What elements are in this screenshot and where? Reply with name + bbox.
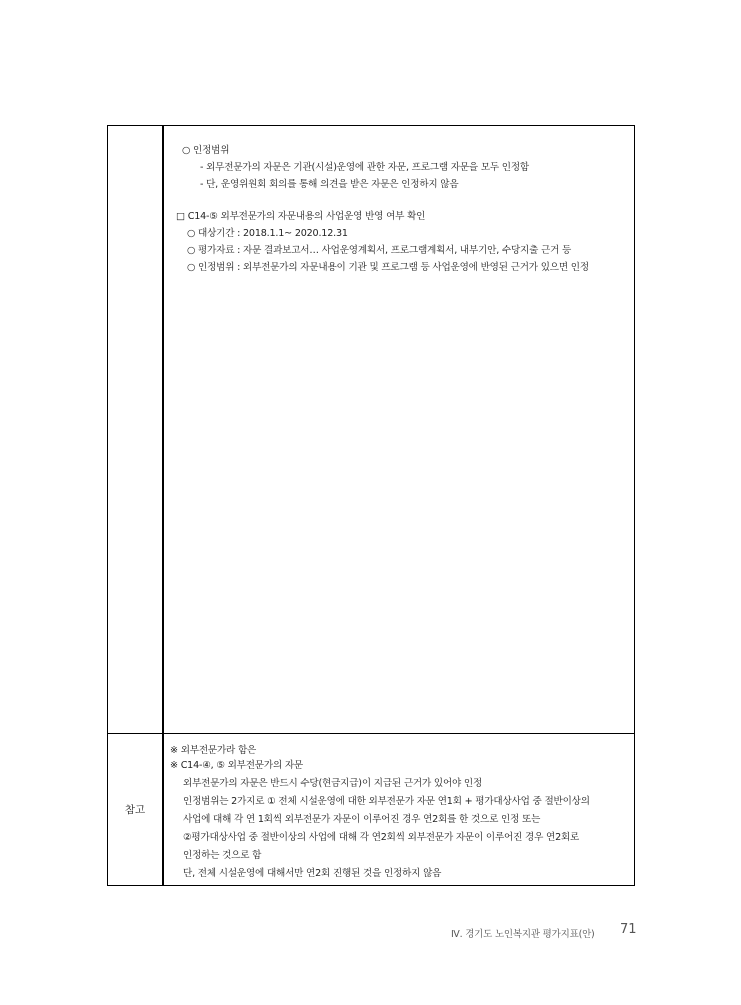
page-number: 71 — [620, 922, 637, 937]
scope-heading: ○ 인정범위 — [182, 145, 230, 156]
reference-note-2: ※ C14-④, ⑤ 외부전문가의 자문 — [170, 760, 303, 771]
reference-line-5: 인정하는 것으로 함 — [183, 850, 262, 861]
criteria-table — [107, 125, 635, 886]
reference-line-4: ②평가대상사업 중 절반이상의 사업에 대해 각 연2회씩 외부전문가 자문이 이루어진 경우 연2회로 — [183, 832, 580, 843]
recognition-scope: ○ 인정범위 : 외부전문가의 자문내용이 기관 및 프로그램 등 사업운영에 반영된 근거가 있으면 인정 — [187, 262, 589, 273]
column-divider — [162, 126, 164, 885]
reference-note-1: ※ 외부전문가라 함은 — [170, 745, 257, 756]
row-divider — [108, 733, 634, 734]
page-footer — [451, 922, 637, 940]
footer-title: Ⅳ. 경기도 노인복지관 평가지표(안) — [451, 929, 595, 940]
reference-line-2: 인정범위는 2가지로 ① 전체 시설운영에 대한 외부전문가 자문 연1회 + 평가대상사업 중 절반이상의 — [183, 796, 590, 807]
evaluation-materials: ○ 평가자료 : 자문 결과보고서… 사업운영계획서, 프로그램계획서, 내부기안, 수당지출 근거 등 — [187, 245, 572, 256]
indicator-heading-c14-5: □ C14-⑤ 외부전문가의 자문내용의 사업운영 반영 여부 확인 — [176, 211, 426, 222]
reference-line-6: 단, 전체 시설운영에 대해서만 연2회 진행된 것을 인정하지 않음 — [183, 868, 442, 879]
reference-label: 참고 — [124, 803, 146, 816]
reference-line-1: 외부전문가의 자문은 반드시 수당(현금지급)이 지급된 근거가 있어야 인정 — [183, 778, 483, 789]
reference-line-3: 사업에 대해 각 연 1회씩 외부전문가 자문이 이루어진 경우 연2회를 한 것으로 인정 또는 — [183, 814, 541, 825]
target-period: ○ 대상기간 : 2018.1.1~ 2020.12.31 — [187, 228, 348, 239]
scope-item-2: - 단, 운영위원회 회의를 통해 의견을 받은 자문은 인정하지 않음 — [200, 179, 459, 190]
scope-item-1: - 외무전문가의 자문은 기관(시설)운영에 관한 자문, 프로그램 자문을 모두 인정함 — [200, 162, 530, 173]
